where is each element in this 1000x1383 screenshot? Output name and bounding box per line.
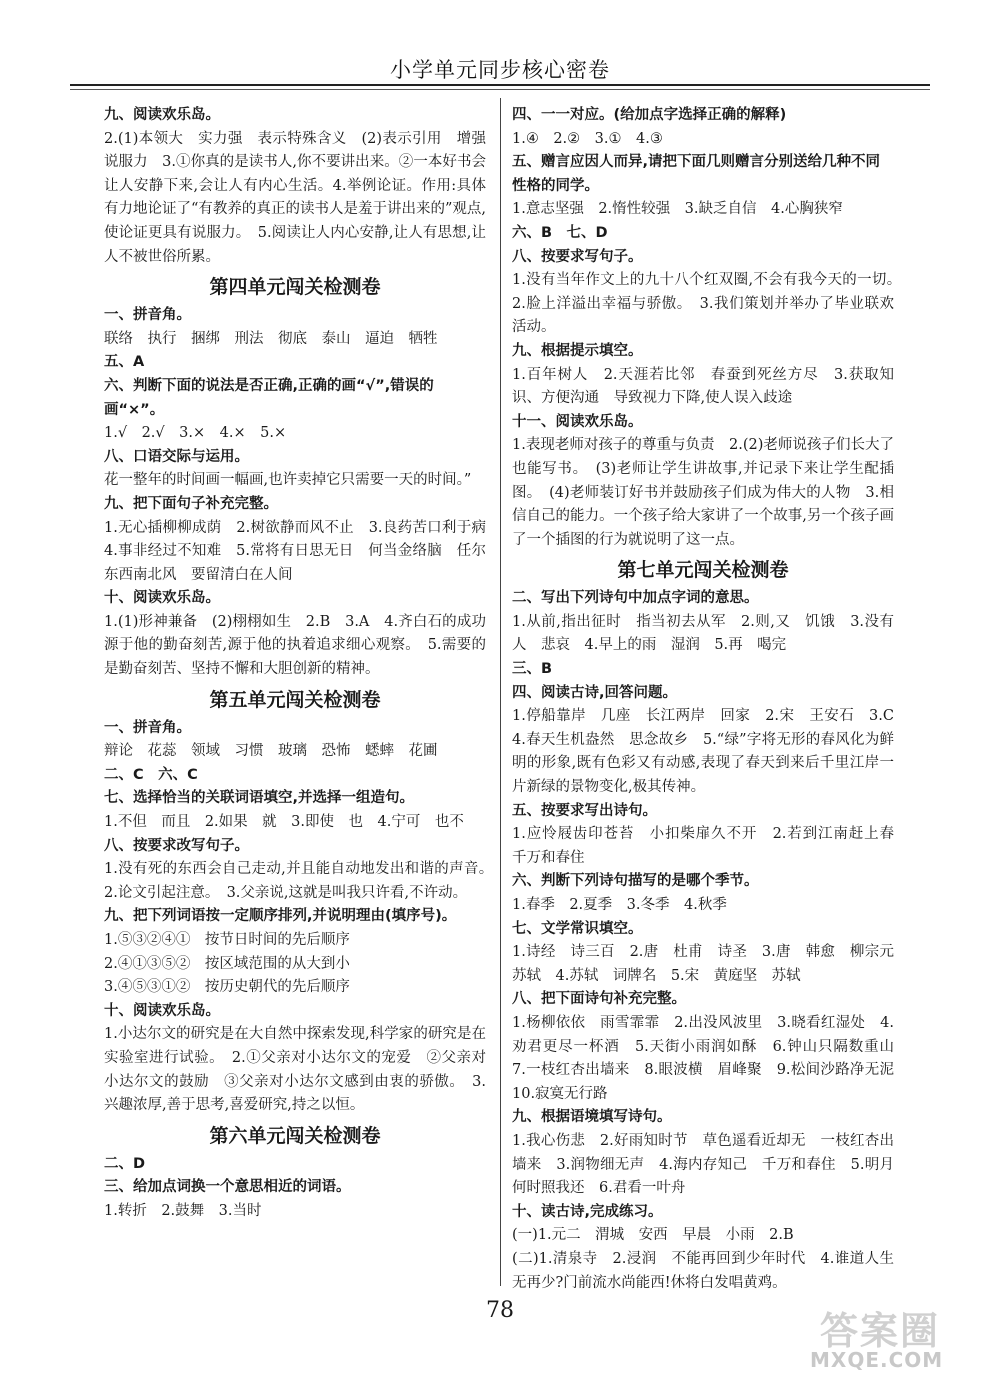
answer-text: 1.春季 2.夏季 3.冬季 4.秋季	[512, 897, 727, 913]
answer-text: 花一整年的时间画一幅画,也许卖掉它只需要一天的时间。”	[104, 472, 472, 489]
answer-text: 1.√ 2.√ 3.× 4.× 5.×	[104, 425, 287, 442]
unit-title: 第六单元闯关检测卷	[209, 1124, 381, 1147]
question-heading: 二、D	[104, 1155, 146, 1172]
answer-text: 1.表现老师对孩子的尊重与负责 2.(2)老师说孩子们长大了也能写书。 (3)老师让学生讲故事,并记录下来让学生配插图。 (4)老师装订好书并鼓励孩子们成为伟大的人物 3.相信自己的能力。一个孩子给大家讲了一个故事,另一个孩子画了一个插图的行为就说明了这一点。	[512, 437, 894, 548]
question-heading: 八、按要求改写句子。	[104, 837, 249, 854]
question-heading: 十、阅读欢乐岛。	[104, 1002, 220, 1019]
question-heading: 五、按要求写出诗句。	[512, 802, 657, 819]
question-heading: 三、B	[512, 661, 553, 678]
watermark-text: 答案圈	[820, 1309, 941, 1353]
left-column	[104, 104, 501, 1224]
question-heading: 九、把下列词语按一定顺序排列,并说明理由(填序号)。	[104, 908, 457, 925]
header-rule	[70, 84, 930, 86]
answer-text: 2.④①③⑤② 按区域范围的从大到小	[104, 955, 350, 972]
header-rule-thin	[70, 89, 930, 90]
question-heading: 九、阅读欢乐岛。	[104, 107, 220, 123]
question-heading: 七、文学常识填空。	[512, 920, 643, 937]
question-heading: 三、给加点词换一个意思相近的词语。	[104, 1179, 351, 1196]
question-heading: 八、把下面诗句补充完整。	[512, 991, 686, 1008]
question-heading: 十一、阅读欢乐岛。	[512, 413, 643, 430]
right-column	[512, 104, 909, 1295]
question-heading: 九、把下面句子补充完整。	[104, 495, 278, 512]
answer-text: 1.我心伤悲 2.好雨知时节 草色遥看近却无 一枝红杏出墙来 3.润物细无声 4.海内存知己 千万和春住 5.明月何时照我还 6.君看一叶舟	[512, 1132, 894, 1197]
answer-text: 1.没有当年作文上的九十八个红双圈,不会有我今天的一切。 2.脸上洋溢出幸福与骄傲。 3.我们策划并举办了毕业联欢活动。	[512, 272, 909, 336]
question-heading: 五、赠言应因人而异,请把下面几则赠言分别送给几种不同性格的同学。	[512, 154, 881, 194]
question-heading: 八、口语交际与运用。	[104, 448, 249, 465]
unit-title: 第五单元闯关检测卷	[209, 688, 381, 711]
question-heading: 一、拼音角。	[104, 719, 191, 736]
question-heading: 十、读古诗,完成练习。	[512, 1203, 663, 1220]
answer-text: (一)1.元二 渭城 安西 早晨 小雨 2.B	[512, 1227, 794, 1244]
question-heading: 一、拼音角。	[104, 307, 191, 324]
answer-text: 1.(1)形神兼备 (2)栩栩如生 2.B 3.A 4.齐白石的成功源于他的勤奋刻苦,源于他的执着追求细心观察。 5.需要的是勤奋刻苦、坚持不懈和大胆创新的精神。	[104, 613, 486, 678]
question-heading: 六、判断下列诗句描写的是哪个季节。	[512, 873, 759, 890]
answer-text: 1.④ 2.② 3.① 4.③	[512, 130, 663, 147]
answer-text: 1.⑤③②④① 按节日时间的先后顺序	[104, 932, 350, 948]
question-heading: 八、按要求写句子。	[512, 248, 643, 265]
answer-text: 1.停船靠岸 几座 长江两岸 回家 2.宋 王安石 3.C 4.春天生机盎然 思念故乡 5.“绿”字将无形的春风化为鲜明的形象,既有色彩又有动感,表现了春天到来后千里江岸一片新绿的景物变化,极其传神。	[512, 708, 909, 796]
answer-text: 1.小达尔文的研究是在大自然中探索发现,科学家的研究是在实验室进行试验。 2.①父亲对小达尔文的宠爱 ②父亲对小达尔文的鼓励 ③父亲对小达尔文感到由衷的骄傲。 3.兴趣浓厚,善于思考,喜爱研究,持之以恒。	[104, 1026, 486, 1114]
answer-text: 1.应怜屐齿印苍苔 小扣柴扉久不开 2.若到江南赶上春 千万和春住	[512, 826, 909, 866]
answer-text: 1.百年树人 2.天涯若比邻 春蚕到死丝方尽 3.获取知识、方便沟通 导致视力下降,使人误入歧途	[512, 366, 894, 407]
unit-title: 第七单元闯关检测卷	[617, 559, 789, 582]
question-heading: 六、判断下面的说法是否正确,正确的画“√”,错误的画“×”。	[104, 377, 434, 418]
watermark-url: MXQE.COM	[810, 1348, 944, 1372]
column-divider	[500, 98, 501, 1286]
answer-text: 1.转折 2.鼓舞 3.当时	[104, 1202, 262, 1219]
question-heading: 四、阅读古诗,回答问题。	[512, 684, 678, 701]
question-heading: 十、阅读欢乐岛。	[104, 590, 220, 607]
answer-text: 1.不但 而且 2.如果 就 3.即使 也 4.宁可 也不	[104, 814, 464, 831]
answer-text: 1.诗经 诗三百 2.唐 杜甫 诗圣 3.唐 韩愈 柳宗元 苏轼 4.苏轼 词牌名 5.宋 黄庭坚 苏轼	[512, 944, 909, 984]
question-heading: 二、C 六、C	[104, 766, 198, 783]
answer-text: (二)1.清泉寺 2.浸润 不能再回到少年时代 4.谁道人生无再少?门前流水尚能西!休将白发唱黄鸡。	[512, 1250, 894, 1291]
answer-text: 辩论 花蕊 领域 习惯 玻璃 恐怖 蟋蟀 花圃	[104, 743, 438, 760]
question-heading: 六、B 七、D	[512, 224, 608, 241]
question-heading: 四、一一对应。(给加点字选择正确的解释)	[512, 107, 787, 123]
header-title: 小学单元同步核心密卷	[390, 58, 610, 82]
question-heading: 二、写出下列诗句中加点字词的意思。	[512, 590, 759, 607]
answer-text: 1.意志坚强 2.惰性较强 3.缺乏自信 4.心胸狭窄	[512, 201, 843, 218]
answer-text: 3.④⑤③①② 按历史朝代的先后顺序	[104, 979, 350, 996]
question-heading: 五、A	[104, 354, 145, 371]
unit-title: 第四单元闯关检测卷	[209, 276, 381, 299]
answer-text: 1.杨柳依依 雨雪霏霏 2.出没风波里 3.晓看红湿处 4.劝君更尽一杯酒 5.天街小雨润如酥 6.钟山只隔数重山 7.一枝红杏出墙来 8.眼波横 眉峰聚 9.松间沙路净无泥 10.寂寞无行路	[512, 1014, 909, 1102]
answer-text: 1.没有死的东西会自己走动,并且能自动地发出和谐的声音。 2.论文引起注意。 3.父亲说,这就是叫我只许看,不许动。	[104, 861, 501, 901]
page-header	[70, 48, 930, 92]
answer-text: 2.(1)本领大 实力强 表示特殊含义 (2)表示引用 增强说服力 3.①你真的是读书人,你不要讲出来。②一本好书会让人安静下来,会让人有内心生活。4.举例论证。作用:具体有力地论证了“有教养的真正的读书人是羞于讲出来的”观点,使论证更具有说服力。 5.阅读让人内心安静,让人有思想,让人不被世俗所累。	[104, 130, 486, 265]
question-heading: 九、根据语境填写诗句。	[512, 1109, 672, 1126]
answer-text: 1.从前,指出征时 指当初去从军 2.则,又 饥饿 3.没有人 悲哀 4.早上的雨 湿润 5.再 喝完	[512, 613, 894, 654]
answer-text: 联络 执行 捆绑 刑法 彻底 泰山 逼迫 牺牲	[104, 330, 438, 347]
question-heading: 九、根据提示填空。	[512, 342, 643, 359]
answer-text: 1.无心插柳柳成荫 2.树欲静而风不止 3.良药苦口利于病 4.事非经过不知难 5.常将有日思无日 何当金络脑 任尔东西南北风 要留清白在人间	[104, 519, 501, 583]
page-number: 78	[486, 1298, 514, 1323]
watermark-logo	[800, 1298, 980, 1376]
question-heading: 七、选择恰当的关联词语填空,并选择一组造句。	[104, 790, 415, 807]
